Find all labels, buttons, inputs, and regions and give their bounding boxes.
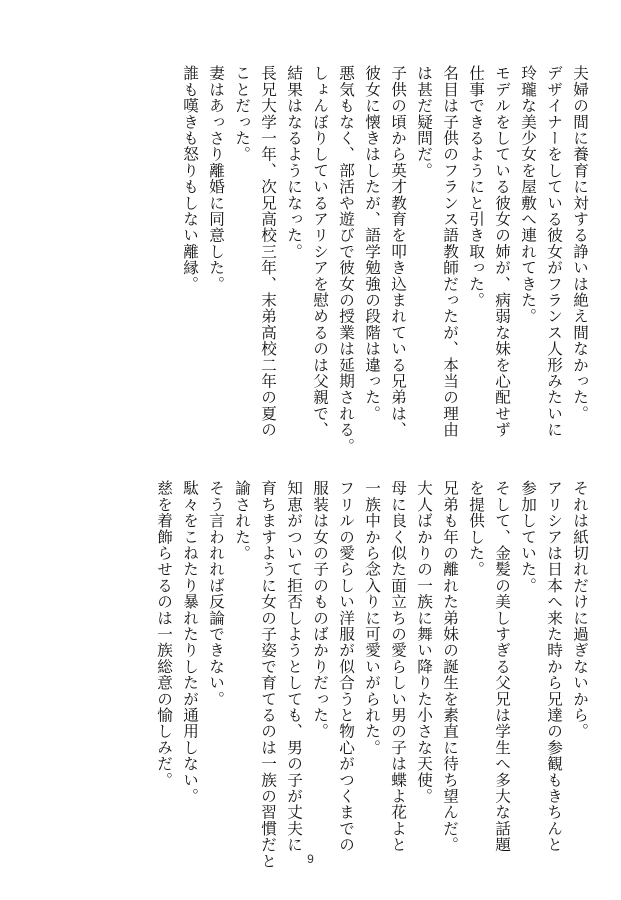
text-line: 兄弟も年の離れた弟妹の誕生を素直に待ち望んだ。 bbox=[441, 480, 459, 853]
text-line: 長兄大学一年、次兄高校三年、末弟高校二年の夏の bbox=[259, 65, 277, 438]
text-line: 誰も嘆きも怒りもしない離縁。 bbox=[181, 65, 199, 292]
text-line: 服装は女の子のものばかりだった。 bbox=[311, 480, 329, 740]
text-line: 知恵がついて拒否しようとしても、男の子が丈夫に bbox=[285, 480, 303, 853]
text-line: は甚だ疑問だ。 bbox=[415, 65, 433, 179]
text-line: 悪気もなく、部活や遊びで彼女の授業は延期される。 bbox=[337, 65, 355, 454]
text-line: 玲瓏な美少女を屋敷へ連れてきた。 bbox=[519, 65, 537, 325]
text-line: アリシアは日本へ来た時から兄達の参観もきちんと bbox=[545, 480, 563, 853]
text-line: それは紙切れだけに過ぎないから。 bbox=[571, 480, 589, 740]
text-line: 慈を着飾らせるのは一族総意の愉しみだ。 bbox=[155, 480, 173, 788]
text-line: しょんぼりしているアリシアを慰めるのは父親で、 bbox=[311, 65, 329, 438]
text-line: 母に良く似た面立ちの愛らしい男の子は蝶よ花よと bbox=[389, 480, 407, 853]
text-line: 参加していた。 bbox=[519, 480, 537, 594]
text-line: デザイナーをしている彼女がフランス人形みたいに bbox=[545, 65, 563, 438]
text-line: 大人ばかりの一族に舞い降りた小さな天使。 bbox=[415, 480, 433, 804]
text-line: 彼女に懐きはしたが、語学勉強の段階は違った。 bbox=[363, 65, 381, 422]
top-text-block bbox=[177, 65, 593, 454]
text-line: 仕事できるようにと引き取った。 bbox=[467, 65, 485, 308]
text-line: モデルをしている彼女の姉が、病弱な妹を心配せず bbox=[493, 65, 511, 438]
text-line: 妻はあっさり離婚に同意した。 bbox=[207, 65, 225, 292]
text-line: ことだった。 bbox=[233, 65, 251, 163]
text-line: を提供した。 bbox=[467, 480, 485, 578]
bottom-text-block bbox=[151, 480, 593, 869]
text-line: そして、金髪の美しすぎる父兄は学生へ多大な話題 bbox=[493, 480, 511, 853]
text-line: 駄々をこねたり暴れたりしたが通用しない。 bbox=[181, 480, 199, 804]
text-line: 育ちますように女の子姿で育てるのは一族の習慣だと bbox=[259, 480, 277, 869]
page-number: 9 bbox=[307, 852, 314, 866]
text-line: 子供の頃から英才教育を叩き込まれている兄弟は、 bbox=[389, 65, 407, 438]
text-line: 結果はなるようになった。 bbox=[285, 65, 303, 260]
text-line: そう言われれば反論できない。 bbox=[207, 480, 225, 707]
text-line: 名目は子供のフランス語教師だったが、本当の理由 bbox=[441, 65, 459, 438]
text-line: 夫婦の間に養育に対する諍いは絶え間なかった。 bbox=[571, 65, 589, 422]
text-line: フリルの愛らしい洋服が似合うと物心がつくまでの bbox=[337, 480, 355, 853]
text-line: 諭された。 bbox=[233, 480, 251, 561]
text-line: 一族中から念入りに可愛いがられた。 bbox=[363, 480, 381, 756]
